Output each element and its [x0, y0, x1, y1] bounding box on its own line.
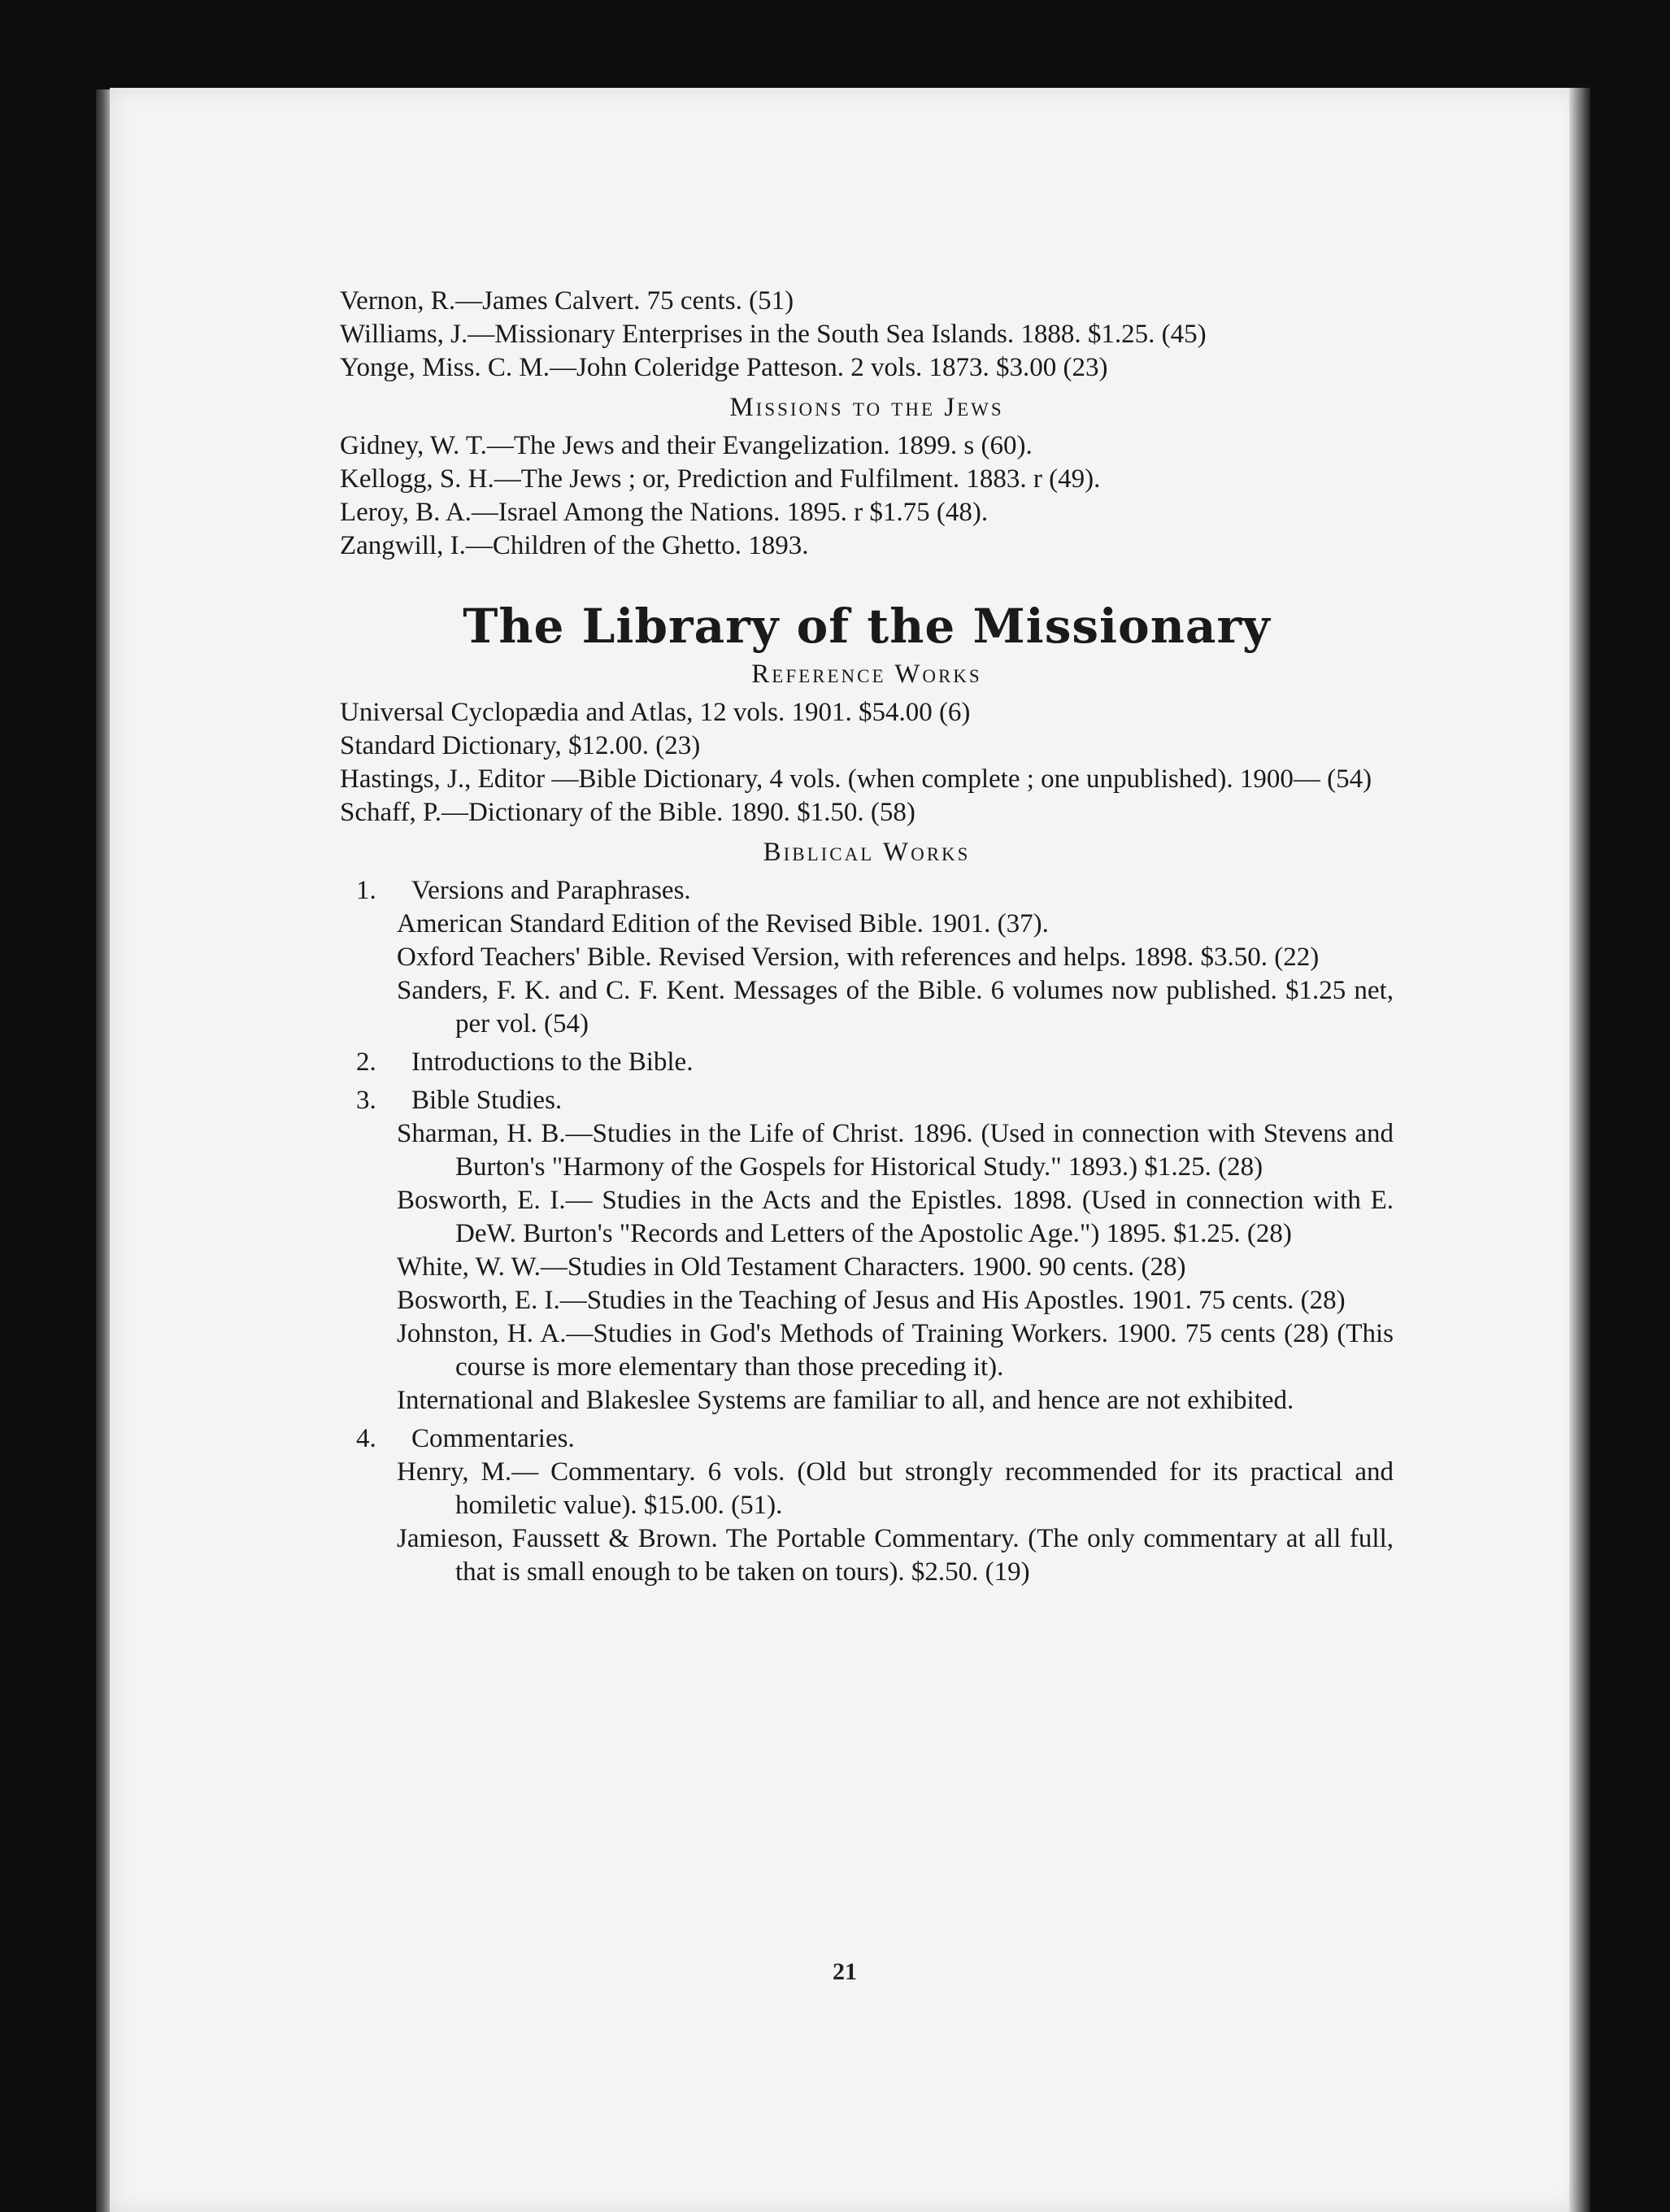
section-number: 4.: [356, 1424, 376, 1453]
entry-line: Kellogg, S. H.—The Jews ; or, Prediction and Fulfilment. 1883. r (49).: [340, 464, 1101, 494]
entry-line: Zangwill, I.—Children of the Ghetto. 1893.: [340, 531, 809, 560]
section-title: Commentaries.: [411, 1424, 575, 1453]
list-item: Bosworth, E. I.—Studies in the Teaching of Jesus and His Apostles. 1901. 75 cents. (28): [397, 1286, 1346, 1315]
section-heading-reference: Reference Works: [751, 660, 982, 689]
section-number: 2.: [356, 1047, 376, 1077]
entry-line: Universal Cyclopædia and Atlas, 12 vols. 1901. $54.00 (6): [340, 698, 971, 727]
section-heading-missions: Missions to the Jews: [729, 393, 1004, 422]
entry-line: Hastings, J., Editor —Bible Dictionary, 4 vols. (when complete ; one unpublished). 1900— (54): [340, 764, 1372, 794]
list-item: American Standard Edition of the Revised Bible. 1901. (37).: [397, 909, 1049, 938]
biblical-section: [340, 1422, 1394, 1456]
entry-line: Leroy, B. A.—Israel Among the Nations. 1895. r $1.75 (48).: [340, 498, 989, 527]
section-number: 1.: [356, 876, 376, 905]
section-title: Introductions to the Bible.: [411, 1047, 694, 1077]
section-title: Bible Studies.: [411, 1086, 563, 1115]
entry-line: Standard Dictionary, $12.00. (23): [340, 731, 701, 760]
list-item: Jamieson, Faussett & Brown. The Portable Commentary. (The only commentary at all full, that is small enough to be taken on tours). $2.50. (19): [397, 1524, 1394, 1587]
list-item: Sharman, H. B.—Studies in the Life of Christ. 1896. (Used in connection with Stevens and Burton's "Harmony of the Gospels for Historical Study." 1893.) $1.25. (28): [397, 1119, 1394, 1182]
entry-line: Williams, J.—Missionary Enterprises in the South Sea Islands. 1888. $1.25. (45): [340, 320, 1207, 349]
list-item: Sanders, F. K. and C. F. Kent. Messages of the Bible. 6 volumes now published. $1.25 net, per vol. (54): [397, 976, 1394, 1039]
biblical-section: [340, 1046, 1394, 1079]
list-item: White, W. W.—Studies in Old Testament Characters. 1900. 90 cents. (28): [397, 1252, 1186, 1282]
list-item: Henry, M.— Commentary. 6 vols. (Old but strongly recommended for its practical and homiletic value). $15.00. (51).: [397, 1457, 1394, 1520]
entry-line: Schaff, P.—Dictionary of the Bible. 1890. $1.50. (58): [340, 798, 915, 827]
list-item: International and Blakeslee Systems are familiar to all, and hence are not exhibited.: [397, 1386, 1294, 1415]
list-item: Oxford Teachers' Bible. Revised Version, with references and helps. 1898. $3.50. (22): [397, 943, 1320, 972]
section-heading-biblical: Biblical Works: [763, 838, 971, 867]
entry-line: Gidney, W. T.—The Jews and their Evangelization. 1899. s (60).: [340, 431, 1033, 460]
biblical-section: [340, 1084, 1394, 1117]
section-number: 3.: [356, 1086, 376, 1115]
entry-line: Yonge, Miss. C. M.—John Coleridge Patteson. 2 vols. 1873. $3.00 (23): [340, 353, 1108, 382]
entry-line: Vernon, R.—James Calvert. 75 cents. (51): [340, 286, 794, 316]
page-number: 21: [833, 1958, 857, 1985]
list-item: Johnston, H. A.—Studies in God's Methods of Training Workers. 1900. 75 cents (28) (This course is more elementary than those preceding it).: [397, 1319, 1394, 1382]
page-text: [340, 285, 1394, 1589]
list-item: Bosworth, E. I.— Studies in the Acts and the Epistles. 1898. (Used in connection with E. DeW. Burton's "Records and Letters of the Apostolic Age.") 1895. $1.25. (28): [397, 1186, 1394, 1248]
page-edge: [1569, 88, 1590, 2212]
section-title: Versions and Paraphrases.: [411, 876, 691, 905]
biblical-section: [340, 874, 1394, 908]
library-title: The Library of the Missionary: [463, 599, 1271, 654]
